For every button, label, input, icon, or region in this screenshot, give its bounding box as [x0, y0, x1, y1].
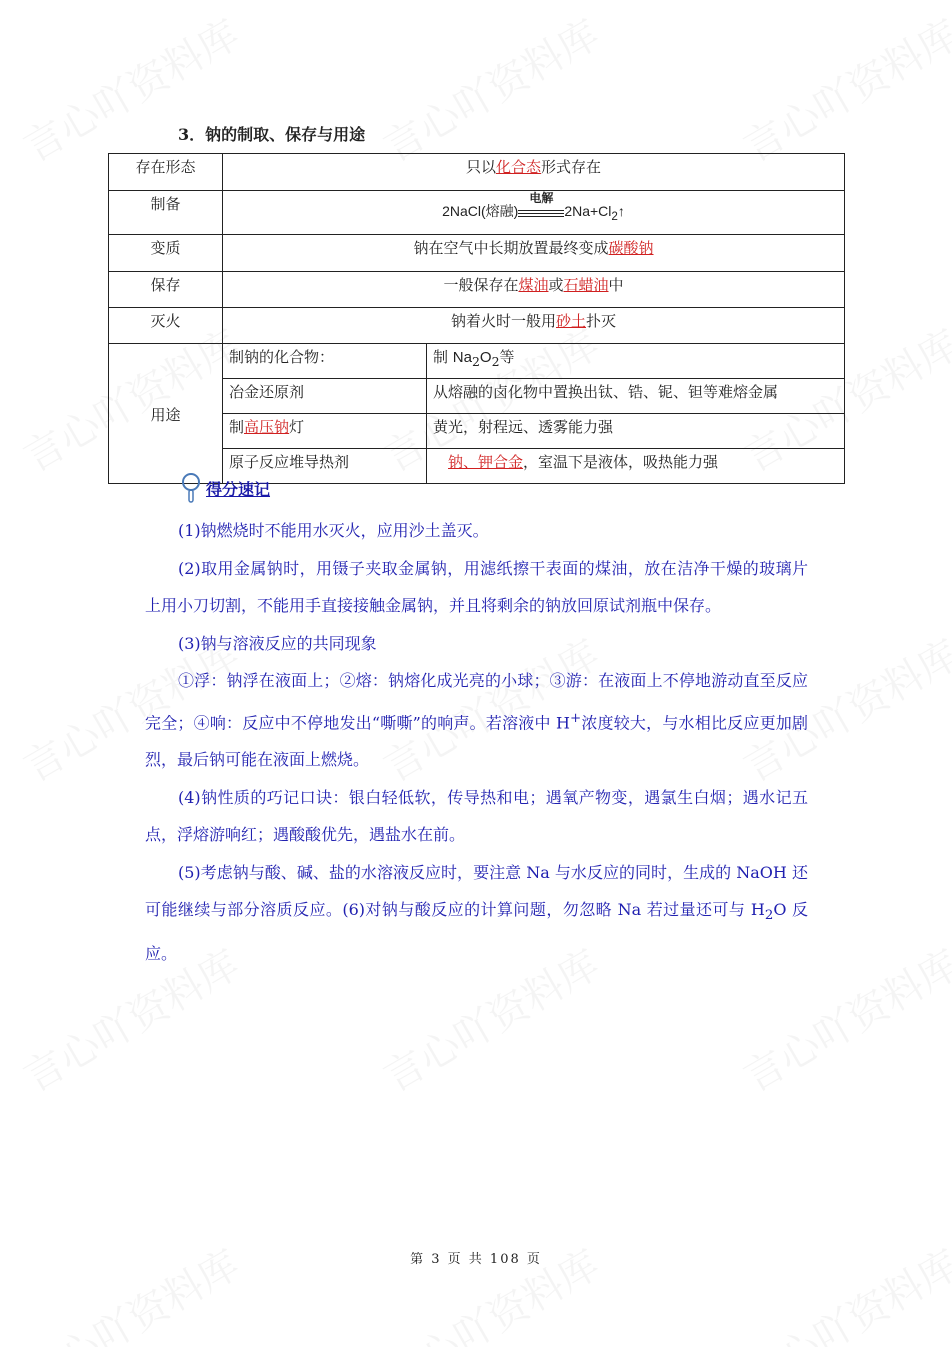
condition-label: 电解 — [529, 190, 554, 205]
highlight-text: 高压钠 — [244, 418, 290, 436]
equals-condition — [518, 190, 564, 219]
note-paragraph — [145, 662, 808, 779]
equation — [442, 190, 625, 223]
note-paragraph — [145, 512, 808, 550]
text-segment: 只以 — [465, 158, 496, 176]
text-segment: 或 — [548, 276, 564, 294]
note-paragraph — [145, 779, 808, 854]
uses-label: 用途 — [109, 344, 223, 484]
text-segment — [433, 453, 448, 471]
text-segment: ①浮：钠浮在液面上；②熔：钠熔化成光亮的小球；③游：在液面上不停地游动直至反应完全；④响：反应中不停地发出“嘶嘶”的响声。若溶液中 H — [145, 671, 808, 732]
section-heading: 3．钠的制取、保存与用途 — [178, 125, 366, 144]
note-paragraph — [145, 550, 808, 625]
watermark — [732, 4, 952, 173]
use-name — [223, 344, 427, 379]
table-row — [109, 191, 845, 235]
highlight-text: 钠、钾合金 — [448, 453, 524, 471]
text-segment: (3)钠与溶液反应的共同现象 — [178, 633, 377, 653]
highlight-text: 煤油 — [518, 276, 549, 294]
row-value — [223, 235, 845, 272]
row-value — [223, 154, 845, 191]
table-row — [109, 344, 845, 379]
notes — [145, 512, 808, 973]
text-segment: 2 — [471, 354, 480, 369]
row-value — [223, 308, 845, 344]
text-segment: 等 — [499, 348, 515, 366]
note-paragraph — [145, 854, 808, 973]
note-paragraph — [145, 625, 808, 663]
eq-right: 2Na+Cl — [564, 202, 612, 219]
row-value — [223, 272, 845, 308]
text-segment: O — [479, 349, 492, 366]
text-segment: 形式存在 — [541, 158, 602, 176]
text-segment: 一般保存在 — [443, 276, 519, 294]
use-description — [427, 379, 845, 414]
text-segment: 从熔融的卤化物中置换出钛、锆、铌、钽等难熔金属 — [433, 383, 779, 401]
row-value — [223, 191, 845, 235]
text-segment: 2 — [764, 908, 774, 924]
score-tips-header — [180, 472, 270, 504]
text-segment: 冶金还原剂 — [229, 383, 305, 401]
watermark — [372, 4, 608, 173]
text-segment: (1)钠燃烧时不能用水灭火，应用沙土盖灭。 — [178, 521, 489, 540]
use-description — [427, 344, 845, 379]
gas-arrow: ↑ — [617, 202, 625, 219]
sodium-table — [108, 153, 845, 484]
text-segment: 制 — [433, 348, 453, 366]
line — [518, 216, 564, 217]
highlight-text: 化合态 — [495, 158, 541, 176]
text-segment: + — [569, 710, 582, 726]
text-segment: 钠在空气中长期放置最终变成 — [413, 239, 609, 257]
eq-left: 2NaCl(熔融) — [442, 202, 519, 219]
subscript: 2 — [611, 209, 618, 223]
highlight-text: 砂土 — [555, 312, 586, 330]
text-segment: 扑灭 — [586, 312, 617, 330]
watermark — [12, 4, 248, 173]
highlight-text: 石蜡油 — [563, 276, 609, 294]
text-segment: 中 — [608, 276, 624, 294]
text-segment: ，室温下是液体，吸热能力强 — [523, 453, 719, 471]
magnifier-icon — [180, 472, 202, 504]
use-name — [223, 414, 427, 449]
text-segment: (5)考虑钠与酸、碱、盐的水溶液反应时，要注意 Na 与水反应的同时，生成的 NaOH 还可能继续与部分溶质反应。(6)对钠与酸反应的计算问题，勿忽略 Na 若过量还可与 H — [145, 862, 808, 920]
table-row — [109, 272, 845, 308]
text-segment: 2 — [491, 354, 500, 369]
line — [518, 213, 564, 214]
table-row — [109, 235, 845, 272]
text-segment: 钠着火时一般用 — [450, 312, 556, 330]
row-label: 存在形态 — [109, 154, 223, 191]
table-row — [109, 308, 845, 344]
text-segment: 原子反应堆导热剂 — [229, 453, 350, 471]
text-segment: 灯 — [289, 418, 305, 436]
use-name — [223, 379, 427, 414]
text-segment: (4)钠性质的巧记口诀：银白轻低软，传导热和电；遇氧产物变，遇氯生白烟；遇水记五点，浮熔游响红；遇酸酸优先，遇盐水在前。 — [145, 787, 808, 845]
line — [518, 210, 564, 211]
text-segment: Na — [452, 349, 472, 366]
text-segment: 黄光，射程远、透雾能力强 — [433, 418, 614, 436]
score-tips-title[interactable]: 得分速记 — [206, 479, 271, 499]
text-segment: 浓度较大，与水相比反应更加剧烈，最后钠可能在液面上燃烧。 — [145, 712, 808, 770]
table-row — [109, 154, 845, 191]
use-description — [427, 449, 845, 484]
text-segment: 制钠的化合物： — [229, 348, 335, 366]
page-footer: 第 3 页 共 108 页 — [410, 1252, 542, 1267]
text-segment: (2)取用金属钠时，用镊子夹取金属钠，用滤纸擦干表面的煤油，放在洁净干燥的玻璃片上用小刀切割，不能用手直接接触金属钠，并且将剩余的钠放回原试剂瓶中保存。 — [145, 558, 808, 615]
row-label: 灭火 — [109, 308, 223, 344]
text-segment: O 反应。 — [145, 900, 808, 964]
use-description — [427, 414, 845, 449]
row-label: 变质 — [109, 235, 223, 272]
row-label: 制备 — [109, 191, 223, 235]
row-label: 保存 — [109, 272, 223, 308]
highlight-text: 碳酸钠 — [608, 239, 654, 257]
text-segment: 制 — [229, 418, 245, 436]
